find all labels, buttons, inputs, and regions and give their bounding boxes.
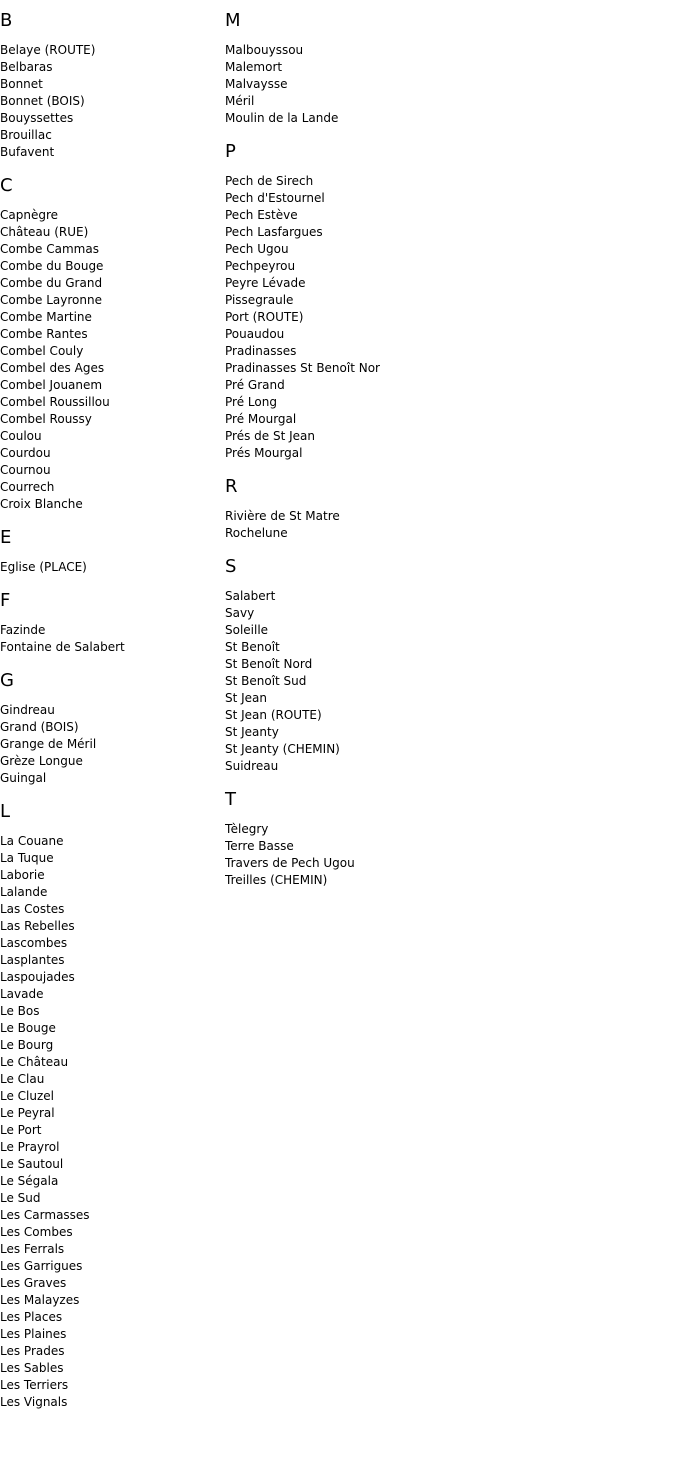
place-list-item [225, 93, 665, 110]
place-list-item [0, 850, 225, 867]
place-name-link[interactable]: Bonnet [0, 77, 43, 91]
place-name-link[interactable]: Lascombes [0, 936, 68, 950]
place-name-link[interactable]: Le Ségala [0, 1174, 59, 1188]
place-name-link[interactable]: Méril [225, 94, 255, 108]
section-letter-heading: S [225, 556, 237, 577]
place-list-item [225, 508, 665, 525]
place-name-link[interactable]: Bonnet (BOIS) [0, 94, 85, 108]
place-list-item [0, 986, 225, 1003]
place-list-item [225, 838, 665, 855]
place-list-item [0, 144, 225, 161]
place-name-link[interactable]: Tèlegry [225, 822, 269, 836]
place-list-item [225, 394, 665, 411]
place-list-item [0, 901, 225, 918]
place-name-link[interactable]: Le Bos [0, 1004, 40, 1018]
place-list-item [0, 1309, 225, 1326]
place-list-item [0, 127, 225, 144]
place-list-item [0, 258, 225, 275]
place-list-item [0, 1173, 225, 1190]
place-list-item [0, 1020, 225, 1037]
place-list-item [0, 326, 225, 343]
place-name-link[interactable]: Château (RUE) [0, 225, 89, 239]
place-name-link[interactable]: Le Bourg [0, 1038, 54, 1052]
place-name-link[interactable]: St Jeanty (CHEMIN) [225, 742, 340, 756]
place-list-item [0, 411, 225, 428]
place-name-link[interactable]: Malemort [225, 60, 283, 74]
place-name-link[interactable]: Combe Layronne [0, 293, 102, 307]
section-letter-heading: G [0, 670, 14, 691]
place-list-item [0, 1258, 225, 1275]
place-name-link[interactable]: Le Sud [0, 1191, 41, 1205]
place-name-link[interactable]: Bufavent [0, 145, 55, 159]
place-list-item [225, 741, 665, 758]
place-list-item [0, 770, 225, 787]
place-name-link[interactable]: Moulin de la Lande [225, 111, 339, 125]
place-name-link[interactable]: Combel Roussy [0, 412, 92, 426]
place-name-link[interactable]: Brouillac [0, 128, 52, 142]
place-list-item [225, 821, 665, 838]
place-list-item [225, 343, 665, 360]
place-name-link[interactable]: Les Combes [0, 1225, 73, 1239]
letter-section [225, 556, 665, 775]
place-list-item [225, 207, 665, 224]
section-letter-heading: C [0, 175, 13, 196]
place-name-link[interactable]: Le Prayrol [0, 1140, 60, 1154]
place-name-link[interactable]: Peyre Lévade [225, 276, 306, 290]
section-letter-heading: M [225, 10, 241, 31]
place-list-item [225, 241, 665, 258]
place-name-link[interactable]: Fazinde [0, 623, 46, 637]
place-name-link[interactable]: Les Sables [0, 1361, 64, 1375]
place-list-item [225, 110, 665, 127]
place-name-link[interactable]: Combel des Ages [0, 361, 105, 375]
place-name-link[interactable]: Combe du Bouge [0, 259, 104, 273]
place-name-link[interactable]: Laborie [0, 868, 45, 882]
place-list-item [225, 428, 665, 445]
place-list-item [0, 884, 225, 901]
place-name-link[interactable]: Salabert [225, 589, 276, 603]
letter-section [225, 10, 665, 127]
place-list-item [0, 207, 225, 224]
place-list-item [0, 394, 225, 411]
place-list-item [225, 622, 665, 639]
place-name-link[interactable]: La Couane [0, 834, 64, 848]
place-name-link[interactable]: Combe Rantes [0, 327, 88, 341]
place-name-link[interactable]: Les Ferrals [0, 1242, 65, 1256]
place-name-link[interactable]: Coulou [0, 429, 42, 443]
place-list-item [225, 59, 665, 76]
place-list-item [225, 724, 665, 741]
place-name-link[interactable]: Lavade [0, 987, 44, 1001]
place-list-item [0, 428, 225, 445]
place-list-item [225, 445, 665, 462]
place-list-item [0, 1275, 225, 1292]
place-name-link[interactable]: Les Malayzes [0, 1293, 80, 1307]
place-name-link[interactable]: La Tuque [0, 851, 54, 865]
place-list [0, 42, 225, 161]
place-name-link[interactable]: Pech Lasfargues [225, 225, 323, 239]
place-list-item [225, 292, 665, 309]
place-list-item [225, 275, 665, 292]
place-list [0, 207, 225, 513]
place-list-item [0, 1394, 225, 1411]
place-name-link[interactable]: Le Sautoul [0, 1157, 64, 1171]
place-name-link[interactable]: Soleille [225, 623, 269, 637]
place-list [225, 588, 665, 775]
section-letter-heading: F [0, 590, 11, 611]
place-name-link[interactable]: Pissegraule [225, 293, 294, 307]
place-list-item [0, 736, 225, 753]
letter-section [0, 670, 225, 787]
place-list-item [0, 110, 225, 127]
place-name-link[interactable]: Prés Mourgal [225, 446, 303, 460]
place-name-link[interactable]: Pouaudou [225, 327, 285, 341]
place-list-item [225, 690, 665, 707]
place-name-link[interactable]: Pech Ugou [225, 242, 289, 256]
place-name-link[interactable]: Pradinasses St Benoît Nor [225, 361, 380, 375]
place-list-item [225, 411, 665, 428]
place-list-item [0, 622, 225, 639]
place-name-link[interactable]: Combel Roussillou [0, 395, 110, 409]
place-name-link[interactable]: Grange de Méril [0, 737, 97, 751]
place-list-item [0, 462, 225, 479]
place-name-link[interactable]: Rochelune [225, 526, 288, 540]
place-list-item [0, 1207, 225, 1224]
place-list [225, 42, 665, 127]
place-name-link[interactable]: Le Bouge [0, 1021, 56, 1035]
place-list-item [0, 377, 225, 394]
place-list-item [0, 1003, 225, 1020]
place-list [225, 508, 665, 542]
place-list-item [0, 1088, 225, 1105]
place-name-link[interactable]: Les Garrigues [0, 1259, 83, 1273]
place-name-link[interactable]: Suidreau [225, 759, 279, 773]
place-name-link[interactable]: St Benoît Sud [225, 674, 307, 688]
place-name-link[interactable]: Le Château [0, 1055, 69, 1069]
place-name-link[interactable]: Lalande [0, 885, 48, 899]
place-list-item [225, 173, 665, 190]
place-name-link[interactable]: Le Clau [0, 1072, 45, 1086]
place-list-item [0, 292, 225, 309]
place-list-item [0, 309, 225, 326]
place-name-link[interactable]: Pechpeyrou [225, 259, 296, 273]
place-name-link[interactable]: Capnègre [0, 208, 59, 222]
place-list-item [0, 753, 225, 770]
place-list-item [0, 702, 225, 719]
place-list-item [0, 343, 225, 360]
place-list-item [0, 1377, 225, 1394]
place-name-link[interactable]: Terre Basse [225, 839, 294, 853]
place-list-item [0, 42, 225, 59]
place-list-item [225, 224, 665, 241]
place-list [0, 559, 225, 576]
place-list-item [0, 1292, 225, 1309]
place-list-item [225, 42, 665, 59]
place-list-item [225, 525, 665, 542]
place-list-item [0, 275, 225, 292]
place-name-link[interactable]: Guingal [0, 771, 47, 785]
place-name-link[interactable]: Combel Couly [0, 344, 84, 358]
place-list [225, 821, 665, 889]
place-list-item [0, 59, 225, 76]
place-name-link[interactable]: Treilles (CHEMIN) [225, 873, 328, 887]
place-list-item [0, 1343, 225, 1360]
place-name-link[interactable]: Fontaine de Salabert [0, 640, 125, 654]
place-list-item [0, 1224, 225, 1241]
letter-section [0, 590, 225, 656]
place-list-item [0, 639, 225, 656]
place-name-link[interactable]: Malbouyssou [225, 43, 304, 57]
place-list-item [0, 1122, 225, 1139]
place-list-item [0, 969, 225, 986]
place-name-link[interactable]: Pré Long [225, 395, 277, 409]
place-name-link[interactable]: Laspoujades [0, 970, 75, 984]
section-letter-heading: P [225, 141, 236, 162]
place-name-link[interactable]: Lasplantes [0, 953, 65, 967]
place-name-link[interactable]: Belbaras [0, 60, 53, 74]
place-name-link[interactable]: Pradinasses [225, 344, 297, 358]
place-name-link[interactable]: Le Cluzel [0, 1089, 55, 1103]
place-name-link[interactable]: Combel Jouanem [0, 378, 103, 392]
place-name-link[interactable]: St Jeanty [225, 725, 279, 739]
place-list [0, 702, 225, 787]
place-name-link[interactable]: St Benoît [225, 640, 280, 654]
letter-section [225, 789, 665, 889]
place-name-link[interactable]: Courrech [0, 480, 55, 494]
place-name-link[interactable]: Las Costes [0, 902, 65, 916]
place-list-item [225, 76, 665, 93]
place-name-link[interactable]: St Jean [225, 691, 268, 705]
place-list-item [225, 639, 665, 656]
place-name-link[interactable]: Grèze Longue [0, 754, 83, 768]
letter-section [225, 141, 665, 462]
place-list [0, 622, 225, 656]
place-list-item [0, 559, 225, 576]
place-list-item [225, 258, 665, 275]
place-name-link[interactable]: Combe Cammas [0, 242, 99, 256]
place-list [0, 833, 225, 1411]
place-name-link[interactable]: Le Port [0, 1123, 42, 1137]
place-name-link[interactable]: St Benoît Nord [225, 657, 313, 671]
place-list-item [0, 833, 225, 850]
place-name-link[interactable]: Les Vignals [0, 1395, 68, 1409]
place-list-item [0, 1037, 225, 1054]
place-list-item [0, 1190, 225, 1207]
place-list-item [0, 360, 225, 377]
place-list-item [0, 952, 225, 969]
place-name-link[interactable]: Bouyssettes [0, 111, 74, 125]
place-list-item [0, 1105, 225, 1122]
place-name-link[interactable]: Eglise (PLACE) [0, 560, 87, 574]
place-list-item [0, 1360, 225, 1377]
section-letter-heading: E [0, 527, 12, 548]
place-list-item [0, 1156, 225, 1173]
letter-section [0, 175, 225, 513]
place-name-link[interactable]: Pech de Sirech [225, 174, 314, 188]
right-column [225, 0, 665, 903]
place-name-link[interactable]: Les Places [0, 1310, 63, 1324]
place-name-link[interactable]: Prés de St Jean [225, 429, 315, 443]
place-name-link[interactable]: Grand (BOIS) [0, 720, 79, 734]
place-list-item [0, 1054, 225, 1071]
place-list-item [0, 496, 225, 513]
place-list-item [225, 673, 665, 690]
section-letter-heading: B [0, 10, 13, 31]
section-letter-heading: T [225, 789, 236, 810]
left-column [0, 0, 225, 1425]
place-name-link[interactable]: Les Plaines [0, 1327, 67, 1341]
place-list-item [0, 867, 225, 884]
place-list-item [225, 605, 665, 622]
place-list-item [0, 479, 225, 496]
place-list-item [225, 758, 665, 775]
letter-section [0, 801, 225, 1411]
place-list-item [225, 377, 665, 394]
place-list-item [225, 326, 665, 343]
place-list-item [0, 93, 225, 110]
place-name-link[interactable]: Las Rebelles [0, 919, 75, 933]
place-name-link[interactable]: Les Prades [0, 1344, 65, 1358]
place-list-item [225, 855, 665, 872]
place-list-item [0, 935, 225, 952]
place-name-link[interactable]: St Jean (ROUTE) [225, 708, 322, 722]
place-list-item [0, 719, 225, 736]
place-name-link[interactable]: Combe Martine [0, 310, 92, 324]
place-list-item [0, 224, 225, 241]
place-list-item [0, 1139, 225, 1156]
letter-section [0, 10, 225, 161]
place-name-link[interactable]: Rivière de St Matre [225, 509, 340, 523]
place-name-link[interactable]: Pech Estève [225, 208, 298, 222]
place-name-link[interactable]: Les Graves [0, 1276, 67, 1290]
place-name-link[interactable]: Combe du Grand [0, 276, 103, 290]
place-name-link[interactable]: Belaye (ROUTE) [0, 43, 96, 57]
section-letter-heading: L [0, 801, 11, 822]
place-list-item [0, 241, 225, 258]
place-name-link[interactable]: Travers de Pech Ugou [225, 856, 355, 870]
place-list-item [225, 190, 665, 207]
place-list-item [0, 445, 225, 462]
place-name-link[interactable]: Courdou [0, 446, 51, 460]
place-list [225, 173, 665, 462]
place-list-item [225, 656, 665, 673]
place-list-item [225, 588, 665, 605]
place-name-link[interactable]: Malvaysse [225, 77, 288, 91]
place-name-link[interactable]: Cournou [0, 463, 51, 477]
place-list-item [0, 1326, 225, 1343]
place-list-item [0, 1071, 225, 1088]
place-name-link[interactable]: Les Terriers [0, 1378, 69, 1392]
place-list-item [0, 76, 225, 93]
place-list-item [0, 1241, 225, 1258]
letter-section [225, 476, 665, 542]
place-name-link[interactable]: Croix Blanche [0, 497, 83, 511]
section-letter-heading: R [225, 476, 238, 497]
place-name-link[interactable]: Port (ROUTE) [225, 310, 304, 324]
place-name-link[interactable]: Pré Grand [225, 378, 285, 392]
place-list-item [0, 918, 225, 935]
place-name-link[interactable]: Gindreau [0, 703, 55, 717]
place-name-link[interactable]: Le Peyral [0, 1106, 55, 1120]
place-list-item [225, 707, 665, 724]
place-name-link[interactable]: Savy [225, 606, 255, 620]
place-list-item [225, 360, 665, 377]
letter-section [0, 527, 225, 576]
place-name-link[interactable]: Pech d'Estournel [225, 191, 325, 205]
place-name-link[interactable]: Pré Mourgal [225, 412, 297, 426]
place-name-link[interactable]: Les Carmasses [0, 1208, 90, 1222]
place-list-item [225, 309, 665, 326]
place-list-item [225, 872, 665, 889]
